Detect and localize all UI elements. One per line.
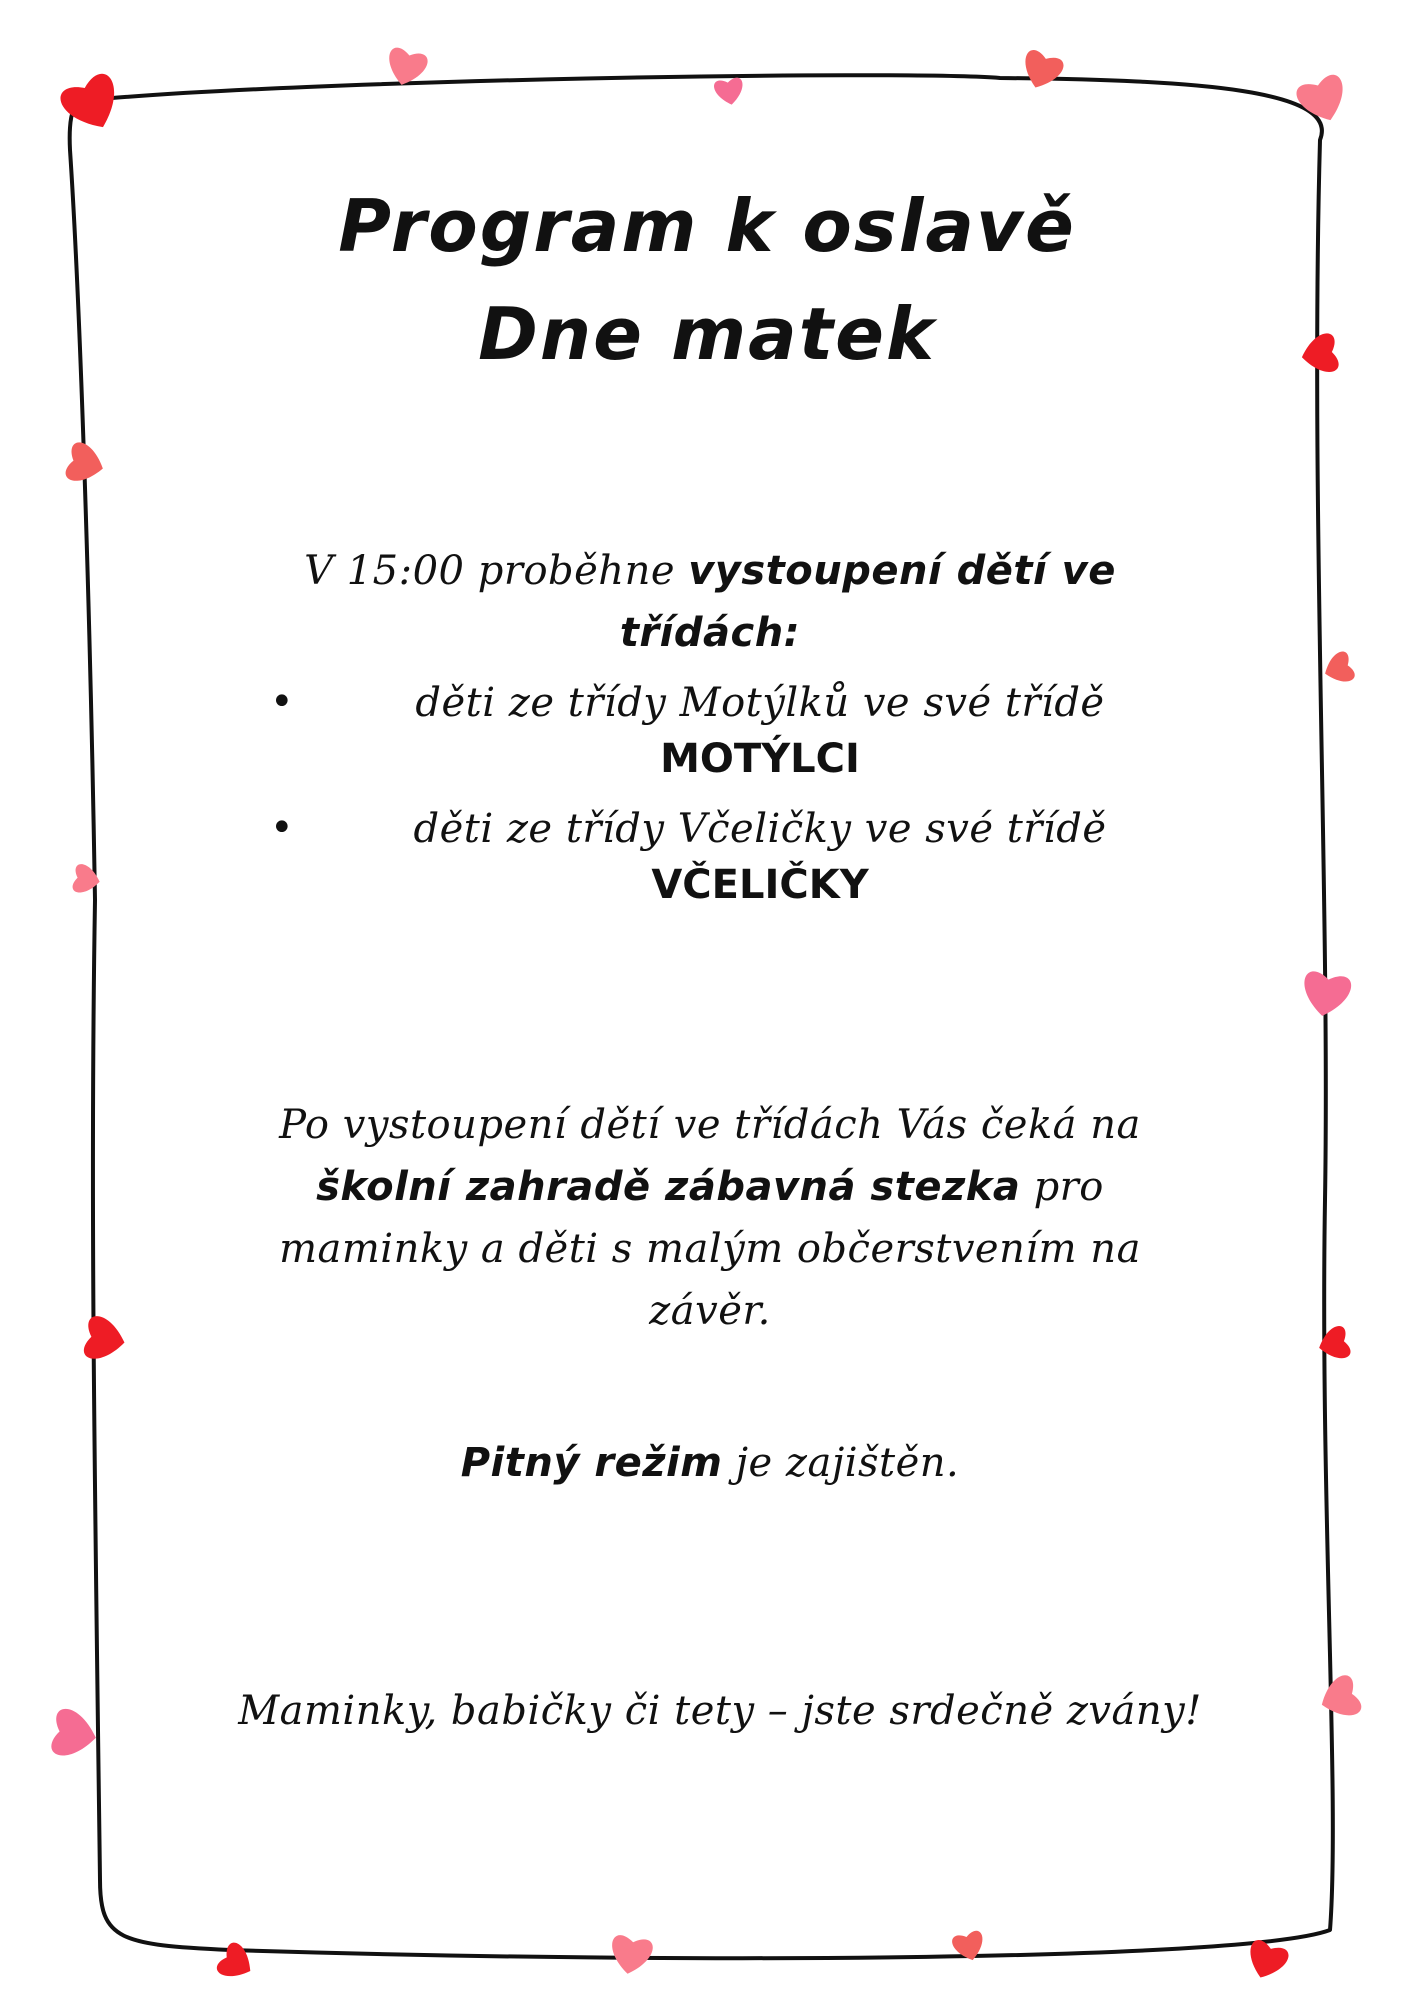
heart-icon xyxy=(1315,1673,1364,1724)
heart-icon xyxy=(50,1707,100,1761)
page-title-line-2: Dne matek xyxy=(478,292,936,376)
intro-paragraph xyxy=(270,540,1150,664)
bullet-icon: • xyxy=(270,805,294,851)
heart-icon xyxy=(83,1315,129,1364)
class-motylci-text: děti ze třídy Motýlků ve své třídě xyxy=(415,680,1105,726)
invitation-text: Maminky, babičky či tety – jste srdečně zvány! xyxy=(238,1688,1202,1734)
heart-icon xyxy=(1294,72,1353,128)
garden-bold: školní zahradě zábavná stezka xyxy=(316,1164,1021,1210)
heart-icon xyxy=(607,1934,654,1977)
page-title-line-1: Program k oslavě xyxy=(338,184,1076,268)
heart-icon xyxy=(1315,1324,1352,1363)
drinks-text: je zajištěn. xyxy=(722,1440,960,1486)
garden-text-after: pro maminky a děti s malým občerstvením na závěr. xyxy=(279,1164,1141,1334)
heart-icon xyxy=(57,70,128,139)
heart-icon xyxy=(951,1929,988,1964)
class-motylci-name: MOTÝLCI xyxy=(660,736,860,782)
intro-text: V 15:00 proběhne xyxy=(304,548,689,594)
bullet-icon: • xyxy=(270,679,294,725)
garden-paragraph xyxy=(260,1094,1160,1342)
drinks-paragraph xyxy=(260,1432,1160,1494)
garden-text-before: Po vystoupení dětí ve třídách Vás čeká na xyxy=(279,1102,1141,1148)
heart-icon xyxy=(713,77,746,107)
heart-icon xyxy=(1299,970,1353,1020)
class-vcelicky-name: VČELIČKY xyxy=(651,862,869,908)
class-vcelicky-text: děti ze třídy Včeličky ve své třídě xyxy=(413,806,1107,852)
heart-icon xyxy=(72,863,102,896)
heart-icon xyxy=(1320,650,1357,688)
heart-icon xyxy=(214,1940,259,1986)
intro-bold: vystoupení dětí ve třídách: xyxy=(619,548,1116,656)
heart-icon xyxy=(1017,48,1065,94)
drinks-bold: Pitný režim xyxy=(460,1440,723,1486)
